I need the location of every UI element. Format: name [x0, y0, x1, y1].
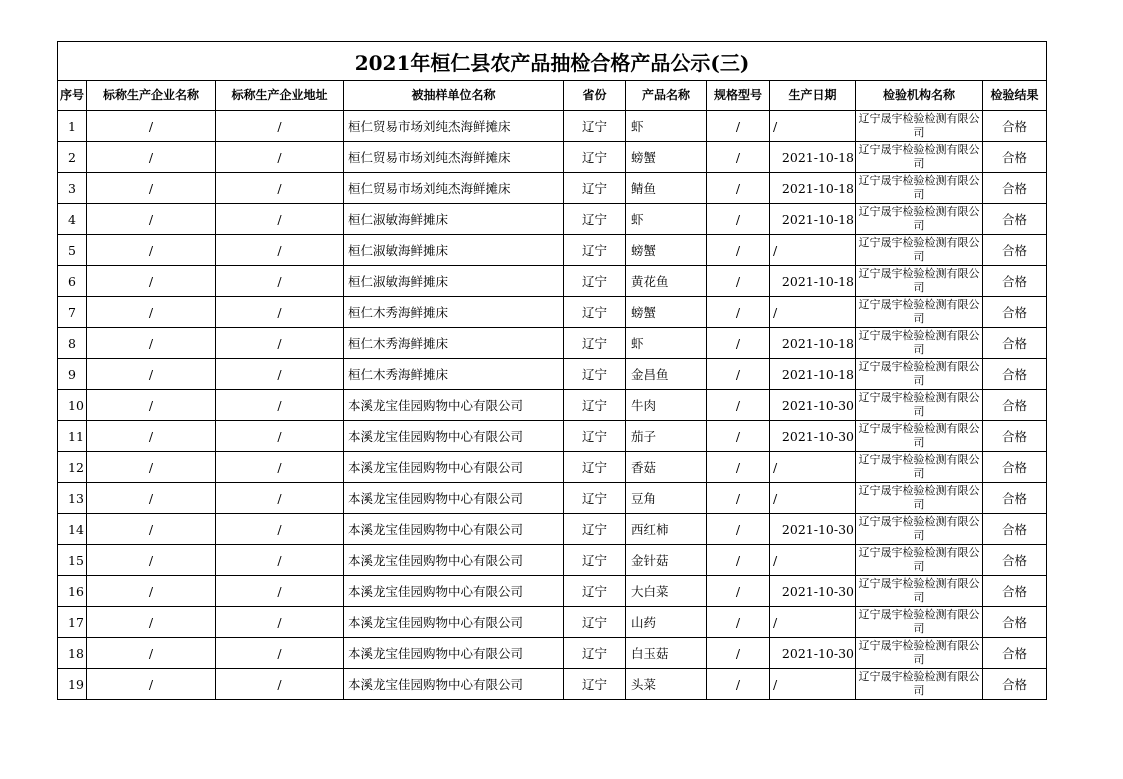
- cell-seq: 17: [58, 607, 87, 638]
- cell-spec: /: [707, 297, 770, 328]
- header-address: 标称生产企业地址: [216, 81, 344, 111]
- cell-sampled-unit: 桓仁淑敏海鲜摊床: [344, 266, 564, 297]
- cell-product: 黄花鱼: [626, 266, 707, 297]
- cell-agency: 辽宁晟宇检验检测有限公司: [856, 266, 983, 297]
- cell-prod-date: /: [770, 669, 856, 700]
- cell-agency: 辽宁晟宇检验检测有限公司: [856, 514, 983, 545]
- cell-product: 螃蟹: [626, 235, 707, 266]
- header-manufacturer: 标称生产企业名称: [87, 81, 216, 111]
- cell-sampled-unit: 本溪龙宝佳园购物中心有限公司: [344, 452, 564, 483]
- cell-result: 合格: [983, 173, 1047, 204]
- cell-sampled-unit: 桓仁淑敏海鲜摊床: [344, 204, 564, 235]
- cell-sampled-unit: 本溪龙宝佳园购物中心有限公司: [344, 545, 564, 576]
- table-row: [58, 483, 1047, 514]
- cell-product: 西红柿: [626, 514, 707, 545]
- cell-address: /: [216, 483, 344, 514]
- cell-address: /: [216, 576, 344, 607]
- table-row: [58, 297, 1047, 328]
- cell-spec: /: [707, 359, 770, 390]
- cell-province: 辽宁: [564, 390, 626, 421]
- cell-agency: 辽宁晟宇检验检测有限公司: [856, 669, 983, 700]
- cell-spec: /: [707, 328, 770, 359]
- cell-sampled-unit: 本溪龙宝佳园购物中心有限公司: [344, 607, 564, 638]
- cell-product: 白玉菇: [626, 638, 707, 669]
- cell-manufacturer: /: [87, 483, 216, 514]
- cell-manufacturer: /: [87, 142, 216, 173]
- table-row: [58, 514, 1047, 545]
- cell-result: 合格: [983, 545, 1047, 576]
- cell-agency: 辽宁晟宇检验检测有限公司: [856, 390, 983, 421]
- cell-agency: 辽宁晟宇检验检测有限公司: [856, 235, 983, 266]
- cell-result: 合格: [983, 514, 1047, 545]
- cell-prod-date: /: [770, 452, 856, 483]
- cell-seq: 14: [58, 514, 87, 545]
- cell-product: 豆角: [626, 483, 707, 514]
- cell-prod-date: /: [770, 483, 856, 514]
- table-row: [58, 359, 1047, 390]
- cell-manufacturer: /: [87, 235, 216, 266]
- table-row: [58, 111, 1047, 142]
- cell-province: 辽宁: [564, 297, 626, 328]
- cell-province: 辽宁: [564, 545, 626, 576]
- cell-prod-date: /: [770, 545, 856, 576]
- inspection-table: [57, 41, 1047, 700]
- cell-prod-date: 2021-10-30: [770, 390, 856, 421]
- cell-product: 虾: [626, 111, 707, 142]
- cell-province: 辽宁: [564, 111, 626, 142]
- cell-province: 辽宁: [564, 421, 626, 452]
- cell-manufacturer: /: [87, 669, 216, 700]
- cell-spec: /: [707, 142, 770, 173]
- cell-agency: 辽宁晟宇检验检测有限公司: [856, 142, 983, 173]
- cell-seq: 15: [58, 545, 87, 576]
- cell-province: 辽宁: [564, 514, 626, 545]
- cell-seq: 9: [58, 359, 87, 390]
- cell-address: /: [216, 142, 344, 173]
- cell-spec: /: [707, 235, 770, 266]
- cell-agency: 辽宁晟宇检验检测有限公司: [856, 111, 983, 142]
- cell-manufacturer: /: [87, 638, 216, 669]
- cell-province: 辽宁: [564, 204, 626, 235]
- cell-address: /: [216, 297, 344, 328]
- cell-seq: 19: [58, 669, 87, 700]
- cell-address: /: [216, 390, 344, 421]
- cell-agency: 辽宁晟宇检验检测有限公司: [856, 607, 983, 638]
- cell-manufacturer: /: [87, 204, 216, 235]
- cell-prod-date: 2021-10-18: [770, 359, 856, 390]
- cell-prod-date: 2021-10-30: [770, 514, 856, 545]
- cell-result: 合格: [983, 390, 1047, 421]
- cell-agency: 辽宁晟宇检验检测有限公司: [856, 297, 983, 328]
- cell-manufacturer: /: [87, 359, 216, 390]
- cell-seq: 8: [58, 328, 87, 359]
- cell-spec: /: [707, 607, 770, 638]
- cell-seq: 7: [58, 297, 87, 328]
- header-result: 检验结果: [983, 81, 1047, 111]
- cell-result: 合格: [983, 266, 1047, 297]
- cell-address: /: [216, 111, 344, 142]
- table-row: [58, 328, 1047, 359]
- cell-product: 鲭鱼: [626, 173, 707, 204]
- cell-seq: 2: [58, 142, 87, 173]
- cell-agency: 辽宁晟宇检验检测有限公司: [856, 638, 983, 669]
- cell-sampled-unit: 本溪龙宝佳园购物中心有限公司: [344, 669, 564, 700]
- cell-province: 辽宁: [564, 638, 626, 669]
- cell-province: 辽宁: [564, 483, 626, 514]
- cell-sampled-unit: 桓仁木秀海鲜摊床: [344, 359, 564, 390]
- table-row: [58, 142, 1047, 173]
- table-row: [58, 235, 1047, 266]
- cell-prod-date: 2021-10-30: [770, 421, 856, 452]
- cell-manufacturer: /: [87, 390, 216, 421]
- cell-address: /: [216, 607, 344, 638]
- cell-sampled-unit: 本溪龙宝佳园购物中心有限公司: [344, 421, 564, 452]
- cell-prod-date: 2021-10-30: [770, 638, 856, 669]
- header-sampled-unit: 被抽样单位名称: [344, 81, 564, 111]
- table-row: [58, 576, 1047, 607]
- cell-spec: /: [707, 390, 770, 421]
- cell-product: 山药: [626, 607, 707, 638]
- cell-address: /: [216, 173, 344, 204]
- table-row: [58, 452, 1047, 483]
- table-row: [58, 545, 1047, 576]
- cell-address: /: [216, 638, 344, 669]
- cell-sampled-unit: 本溪龙宝佳园购物中心有限公司: [344, 514, 564, 545]
- cell-address: /: [216, 545, 344, 576]
- cell-result: 合格: [983, 638, 1047, 669]
- header-row: [58, 81, 1047, 111]
- cell-province: 辽宁: [564, 266, 626, 297]
- cell-address: /: [216, 328, 344, 359]
- cell-manufacturer: /: [87, 297, 216, 328]
- header-product: 产品名称: [626, 81, 707, 111]
- cell-spec: /: [707, 483, 770, 514]
- cell-result: 合格: [983, 235, 1047, 266]
- cell-address: /: [216, 204, 344, 235]
- cell-result: 合格: [983, 359, 1047, 390]
- cell-product: 头菜: [626, 669, 707, 700]
- cell-province: 辽宁: [564, 235, 626, 266]
- cell-sampled-unit: 桓仁贸易市场刘纯杰海鲜摊床: [344, 173, 564, 204]
- cell-prod-date: /: [770, 235, 856, 266]
- cell-seq: 3: [58, 173, 87, 204]
- cell-manufacturer: /: [87, 421, 216, 452]
- cell-spec: /: [707, 638, 770, 669]
- cell-address: /: [216, 452, 344, 483]
- cell-prod-date: 2021-10-18: [770, 328, 856, 359]
- cell-sampled-unit: 本溪龙宝佳园购物中心有限公司: [344, 390, 564, 421]
- cell-agency: 辽宁晟宇检验检测有限公司: [856, 204, 983, 235]
- cell-product: 虾: [626, 204, 707, 235]
- cell-sampled-unit: 桓仁贸易市场刘纯杰海鲜摊床: [344, 142, 564, 173]
- cell-spec: /: [707, 452, 770, 483]
- cell-prod-date: 2021-10-30: [770, 576, 856, 607]
- cell-result: 合格: [983, 483, 1047, 514]
- cell-product: 牛肉: [626, 390, 707, 421]
- cell-address: /: [216, 266, 344, 297]
- cell-agency: 辽宁晟宇检验检测有限公司: [856, 359, 983, 390]
- cell-spec: /: [707, 669, 770, 700]
- cell-sampled-unit: 桓仁淑敏海鲜摊床: [344, 235, 564, 266]
- cell-spec: /: [707, 576, 770, 607]
- cell-prod-date: 2021-10-18: [770, 142, 856, 173]
- cell-product: 大白菜: [626, 576, 707, 607]
- cell-product: 螃蟹: [626, 142, 707, 173]
- table-row: [58, 607, 1047, 638]
- cell-prod-date: 2021-10-18: [770, 266, 856, 297]
- cell-product: 螃蟹: [626, 297, 707, 328]
- table-title: 2021年桓仁县农产品抽检合格产品公示(三): [58, 42, 1047, 81]
- cell-agency: 辽宁晟宇检验检测有限公司: [856, 421, 983, 452]
- cell-result: 合格: [983, 607, 1047, 638]
- cell-manufacturer: /: [87, 514, 216, 545]
- cell-spec: /: [707, 514, 770, 545]
- cell-sampled-unit: 本溪龙宝佳园购物中心有限公司: [344, 576, 564, 607]
- cell-prod-date: /: [770, 607, 856, 638]
- cell-sampled-unit: 本溪龙宝佳园购物中心有限公司: [344, 638, 564, 669]
- cell-seq: 6: [58, 266, 87, 297]
- cell-agency: 辽宁晟宇检验检测有限公司: [856, 483, 983, 514]
- cell-result: 合格: [983, 576, 1047, 607]
- cell-product: 虾: [626, 328, 707, 359]
- cell-province: 辽宁: [564, 607, 626, 638]
- cell-manufacturer: /: [87, 173, 216, 204]
- header-seq: 序号: [58, 81, 87, 111]
- cell-agency: 辽宁晟宇检验检测有限公司: [856, 545, 983, 576]
- cell-manufacturer: /: [87, 111, 216, 142]
- cell-spec: /: [707, 111, 770, 142]
- cell-result: 合格: [983, 142, 1047, 173]
- cell-result: 合格: [983, 452, 1047, 483]
- cell-address: /: [216, 421, 344, 452]
- cell-manufacturer: /: [87, 576, 216, 607]
- cell-spec: /: [707, 204, 770, 235]
- cell-province: 辽宁: [564, 359, 626, 390]
- header-prod-date: 生产日期: [770, 81, 856, 111]
- cell-agency: 辽宁晟宇检验检测有限公司: [856, 173, 983, 204]
- cell-result: 合格: [983, 111, 1047, 142]
- cell-manufacturer: /: [87, 545, 216, 576]
- cell-seq: 4: [58, 204, 87, 235]
- cell-seq: 11: [58, 421, 87, 452]
- cell-agency: 辽宁晟宇检验检测有限公司: [856, 452, 983, 483]
- cell-spec: /: [707, 173, 770, 204]
- cell-manufacturer: /: [87, 328, 216, 359]
- cell-manufacturer: /: [87, 266, 216, 297]
- cell-product: 香菇: [626, 452, 707, 483]
- cell-agency: 辽宁晟宇检验检测有限公司: [856, 328, 983, 359]
- table-row: [58, 390, 1047, 421]
- cell-spec: /: [707, 545, 770, 576]
- table-row: [58, 204, 1047, 235]
- cell-address: /: [216, 669, 344, 700]
- cell-sampled-unit: 桓仁贸易市场刘纯杰海鲜摊床: [344, 111, 564, 142]
- cell-province: 辽宁: [564, 576, 626, 607]
- cell-spec: /: [707, 266, 770, 297]
- cell-sampled-unit: 桓仁木秀海鲜摊床: [344, 328, 564, 359]
- cell-address: /: [216, 359, 344, 390]
- cell-seq: 16: [58, 576, 87, 607]
- cell-prod-date: 2021-10-18: [770, 173, 856, 204]
- cell-seq: 10: [58, 390, 87, 421]
- cell-prod-date: /: [770, 111, 856, 142]
- cell-address: /: [216, 514, 344, 545]
- table-row: [58, 421, 1047, 452]
- cell-province: 辽宁: [564, 142, 626, 173]
- cell-province: 辽宁: [564, 328, 626, 359]
- cell-agency: 辽宁晟宇检验检测有限公司: [856, 576, 983, 607]
- cell-prod-date: 2021-10-18: [770, 204, 856, 235]
- table-row: [58, 173, 1047, 204]
- cell-seq: 13: [58, 483, 87, 514]
- cell-seq: 12: [58, 452, 87, 483]
- cell-sampled-unit: 本溪龙宝佳园购物中心有限公司: [344, 483, 564, 514]
- header-spec: 规格型号: [707, 81, 770, 111]
- cell-province: 辽宁: [564, 452, 626, 483]
- cell-manufacturer: /: [87, 452, 216, 483]
- cell-manufacturer: /: [87, 607, 216, 638]
- header-agency: 检验机构名称: [856, 81, 983, 111]
- cell-result: 合格: [983, 421, 1047, 452]
- cell-seq: 18: [58, 638, 87, 669]
- cell-spec: /: [707, 421, 770, 452]
- cell-province: 辽宁: [564, 669, 626, 700]
- cell-address: /: [216, 235, 344, 266]
- cell-result: 合格: [983, 669, 1047, 700]
- cell-product: 茄子: [626, 421, 707, 452]
- table-row: [58, 669, 1047, 700]
- cell-sampled-unit: 桓仁木秀海鲜摊床: [344, 297, 564, 328]
- cell-result: 合格: [983, 297, 1047, 328]
- cell-prod-date: /: [770, 297, 856, 328]
- table-row: [58, 266, 1047, 297]
- table-row: [58, 638, 1047, 669]
- cell-result: 合格: [983, 328, 1047, 359]
- cell-product: 金昌鱼: [626, 359, 707, 390]
- cell-seq: 5: [58, 235, 87, 266]
- cell-province: 辽宁: [564, 173, 626, 204]
- header-province: 省份: [564, 81, 626, 111]
- cell-result: 合格: [983, 204, 1047, 235]
- cell-product: 金针菇: [626, 545, 707, 576]
- cell-seq: 1: [58, 111, 87, 142]
